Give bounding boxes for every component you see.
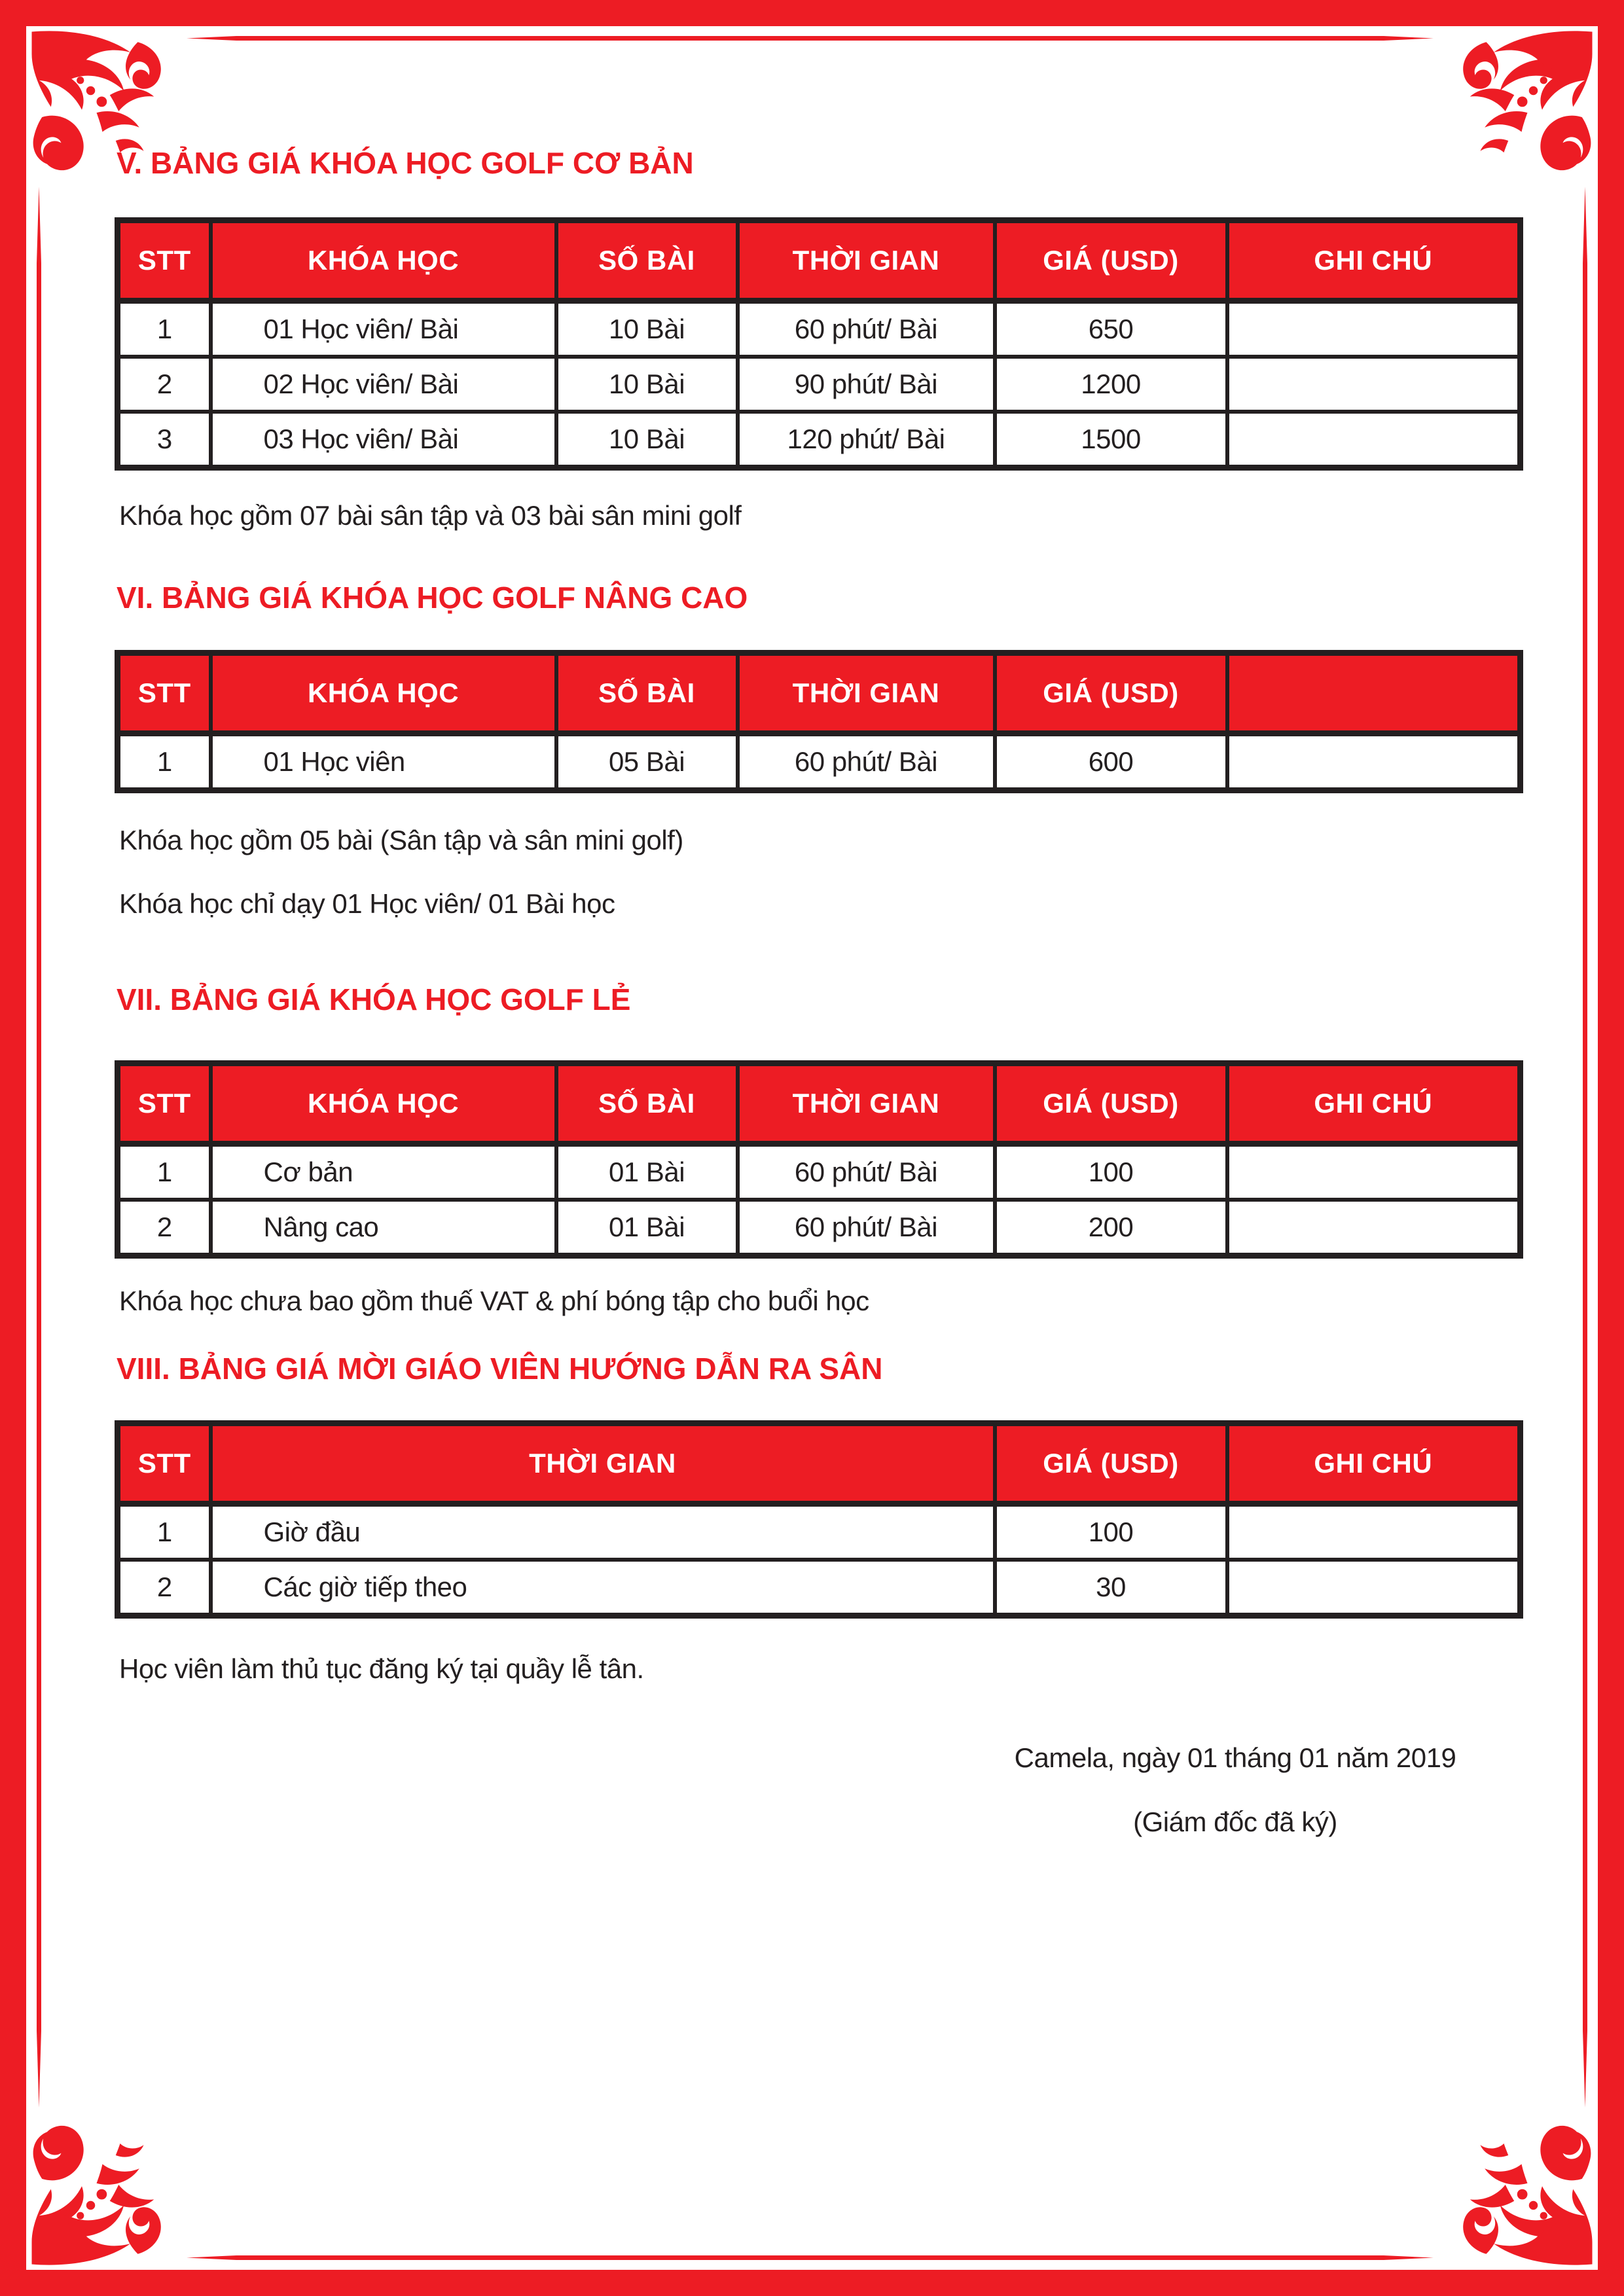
inner-frame-line-right (1583, 187, 1587, 2108)
cell-thoi-gian: 60 phút/ Bài (738, 734, 995, 791)
place-date-line: Camela, ngày 01 tháng 01 năm 2019 (1014, 1742, 1456, 1773)
column-header-thoi-gian: THỜI GIAN (738, 653, 995, 734)
table-row (118, 1560, 1521, 1616)
cell-so-bai: 05 Bài (556, 734, 738, 791)
cell-ghi-chu (1227, 1200, 1521, 1256)
cell-ghi-chu (1227, 357, 1521, 412)
inner-frame-line-top (187, 36, 1434, 41)
cell-thoi-gian: 120 phút/ Bài (738, 412, 995, 468)
note-registration: Học viên làm thủ tục đăng ký tại quầy lễ tân. (119, 1653, 644, 1684)
signature-block (952, 1742, 1518, 1838)
cell-thoi-gian: 60 phút/ Bài (738, 1144, 995, 1200)
note-after-table-vii: Khóa học chưa bao gồm thuế VAT & phí bóng tập cho buổi học (119, 1285, 869, 1316)
table-header-row (118, 1064, 1521, 1144)
cell-stt: 3 (118, 412, 211, 468)
cell-khoa-hoc: 01 Học viên (211, 734, 556, 791)
column-header-ghi-chu: GHI CHÚ (1227, 1064, 1521, 1144)
column-header-gia-usd: GIÁ (USD) (995, 1424, 1227, 1504)
cell-ghi-chu (1227, 412, 1521, 468)
cell-thoi-gian: Các giờ tiếp theo (211, 1560, 995, 1616)
table-single-lesson-golf-prices (115, 1060, 1523, 1259)
column-header-ghi-chu: GHI CHÚ (1227, 221, 1521, 301)
column-header-gia-usd: GIÁ (USD) (995, 1064, 1227, 1144)
cell-stt: 1 (118, 1144, 211, 1200)
table-row (118, 357, 1521, 412)
table-instructor-on-course-prices (115, 1420, 1523, 1619)
column-header-thoi-gian: THỜI GIAN (211, 1424, 995, 1504)
table-header-row (118, 221, 1521, 301)
column-header-so-bai: SỐ BÀI (556, 653, 738, 734)
column-header-so-bai: SỐ BÀI (556, 221, 738, 301)
section-vii-title: VII. BẢNG GIÁ KHÓA HỌC GOLF LẺ (117, 982, 631, 1016)
cell-gia: 650 (995, 301, 1227, 357)
note-after-table-v: Khóa học gồm 07 bài sân tập và 03 bài sân mini golf (119, 500, 742, 531)
column-header-thoi-gian: THỜI GIAN (738, 221, 995, 301)
cell-thoi-gian: 60 phút/ Bài (738, 1200, 995, 1256)
cell-thoi-gian: 60 phút/ Bài (738, 301, 995, 357)
cell-stt: 2 (118, 1200, 211, 1256)
notes-after-table-vi (119, 823, 683, 921)
cell-khoa-hoc: Nâng cao (211, 1200, 556, 1256)
cell-gia: 1200 (995, 357, 1227, 412)
cell-khoa-hoc: 03 Học viên/ Bài (211, 412, 556, 468)
cell-ghi-chu (1227, 1144, 1521, 1200)
cell-gia: 100 (995, 1504, 1227, 1560)
cell-stt: 2 (118, 357, 211, 412)
column-header-stt: STT (118, 1064, 211, 1144)
corner-flourish-bottom-left-icon (29, 2120, 176, 2267)
column-header-khoa-hoc: KHÓA HỌC (211, 221, 556, 301)
cell-so-bai: 01 Bài (556, 1144, 738, 1200)
cell-stt: 1 (118, 734, 211, 791)
column-header-gia-usd: GIÁ (USD) (995, 653, 1227, 734)
cell-so-bai: 01 Bài (556, 1200, 738, 1256)
column-header-stt: STT (118, 221, 211, 301)
table-row (118, 1200, 1521, 1256)
table-row (118, 1504, 1521, 1560)
table-row (118, 734, 1521, 791)
column-header-khoa-hoc: KHÓA HỌC (211, 653, 556, 734)
cell-gia: 600 (995, 734, 1227, 791)
cell-gia: 1500 (995, 412, 1227, 468)
cell-khoa-hoc: 01 Học viên/ Bài (211, 301, 556, 357)
cell-ghi-chu (1227, 1504, 1521, 1560)
cell-gia: 30 (995, 1560, 1227, 1616)
note-line: Khóa học chỉ dạy 01 Học viên/ 01 Bài học (119, 888, 615, 919)
cell-thoi-gian: Giờ đầu (211, 1504, 995, 1560)
column-header-so-bai: SỐ BÀI (556, 1064, 738, 1144)
cell-ghi-chu (1227, 301, 1521, 357)
cell-ghi-chu (1227, 734, 1521, 791)
table-header-row (118, 653, 1521, 734)
section-v-title: V. BẢNG GIÁ KHÓA HỌC GOLF CƠ BẢN (117, 146, 694, 180)
cell-so-bai: 10 Bài (556, 412, 738, 468)
column-header-gia-usd: GIÁ (USD) (995, 221, 1227, 301)
note-line: Khóa học gồm 05 bài (Sân tập và sân mini golf) (119, 825, 683, 855)
table-row (118, 412, 1521, 468)
table-basic-golf-course-prices (115, 217, 1523, 471)
column-header-thoi-gian: THỜI GIAN (738, 1064, 995, 1144)
cell-khoa-hoc: Cơ bản (211, 1144, 556, 1200)
corner-flourish-bottom-right-icon (1448, 2120, 1595, 2267)
section-viii-title: VIII. BẢNG GIÁ MỜI GIÁO VIÊN HƯỚNG DẪN RA SÂN (117, 1352, 883, 1386)
corner-flourish-top-right-icon (1448, 29, 1595, 176)
cell-ghi-chu (1227, 1560, 1521, 1616)
table-header-row (118, 1424, 1521, 1504)
signed-note-line: (Giám đốc đã ký) (1133, 1806, 1337, 1837)
column-header-blank (1227, 653, 1521, 734)
cell-gia: 200 (995, 1200, 1227, 1256)
table-row (118, 1144, 1521, 1200)
table-advanced-golf-course-prices (115, 650, 1523, 793)
cell-stt: 1 (118, 301, 211, 357)
cell-stt: 1 (118, 1504, 211, 1560)
column-header-khoa-hoc: KHÓA HỌC (211, 1064, 556, 1144)
inner-frame-line-left (37, 187, 41, 2108)
cell-stt: 2 (118, 1560, 211, 1616)
column-header-stt: STT (118, 653, 211, 734)
cell-khoa-hoc: 02 Học viên/ Bài (211, 357, 556, 412)
cell-so-bai: 10 Bài (556, 301, 738, 357)
inner-frame-line-bottom (187, 2255, 1434, 2260)
cell-thoi-gian: 90 phút/ Bài (738, 357, 995, 412)
table-row (118, 301, 1521, 357)
section-vi-title: VI. BẢNG GIÁ KHÓA HỌC GOLF NÂNG CAO (117, 581, 748, 615)
column-header-ghi-chu: GHI CHÚ (1227, 1424, 1521, 1504)
cell-so-bai: 10 Bài (556, 357, 738, 412)
cell-gia: 100 (995, 1144, 1227, 1200)
column-header-stt: STT (118, 1424, 211, 1504)
